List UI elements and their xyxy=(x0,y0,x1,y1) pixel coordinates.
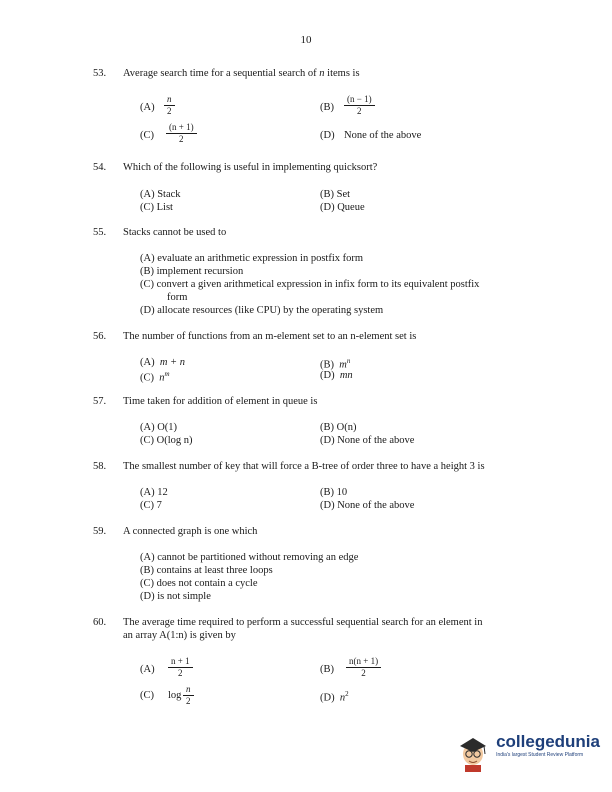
q57-option-a: (A) O(1) xyxy=(140,422,178,433)
q60-c-label: (C) xyxy=(140,690,154,701)
q54-option-d: (D) Queue xyxy=(320,202,365,213)
q56-option-a: (A) m + n xyxy=(140,357,185,368)
q56-option-c: (C) $n^m$ xyxy=(140,370,170,384)
q57-number: 57. xyxy=(93,396,107,407)
q58-text: The smallest number of key that will force a B-tree of order three to have a height 3 is xyxy=(123,461,485,472)
q53-d-label: (D) xyxy=(320,130,335,141)
q57-option-d: (D) None of the above xyxy=(320,435,415,446)
q59-option-d: (D) is not simple xyxy=(140,591,211,602)
q59-text: A connected graph is one which xyxy=(123,526,258,537)
q59-number: 59. xyxy=(93,526,107,537)
q60-text-line2: an array A(1:n) is given by xyxy=(123,630,236,641)
q53-a-label: (A) xyxy=(140,102,155,113)
q60-a-fraction: $\frac{n + 1}{2}$ xyxy=(168,656,193,679)
q54-number: 54. xyxy=(93,162,107,173)
q60-b-label: (B) xyxy=(320,664,334,675)
q53-b-label: (B) xyxy=(320,102,334,113)
q57-option-b: (B) O(n) xyxy=(320,422,357,433)
q55-text: Stacks cannot be used to xyxy=(123,227,227,238)
q58-option-b: (B) 10 xyxy=(320,487,348,498)
q53-number: 53. xyxy=(93,68,107,79)
q58-option-c: (C) 7 xyxy=(140,500,162,511)
q53-a-fraction: $\frac{n}{2}$ xyxy=(164,94,175,117)
q54-option-c: (C) List xyxy=(140,202,173,213)
q55-option-d: (D) allocate resources (like CPU) by the operating system xyxy=(140,305,384,316)
q55-number: 55. xyxy=(93,227,107,238)
q53-text: Average search time for a sequential search of n items is xyxy=(123,68,360,79)
q59-option-c: (C) does not contain a cycle xyxy=(140,578,258,589)
q54-option-b: (B) Set xyxy=(320,189,351,200)
logo-wordmark: collegedunia xyxy=(496,732,600,751)
page-number: 10 xyxy=(300,34,312,46)
q58-number: 58. xyxy=(93,461,107,472)
q59-option-a: (A) cannot be partitioned without removing an edge xyxy=(140,552,359,563)
q60-c-fraction: $\frac{n}{2}$ xyxy=(183,684,194,707)
q53-c-fraction: $\frac{(n + 1)}{2}$ xyxy=(166,122,197,145)
q56-text: The number of functions from an m-element set to an n-element set is xyxy=(123,331,417,342)
q55-option-b: (B) implement recursion xyxy=(140,266,244,277)
q53-c-label: (C) xyxy=(140,130,154,141)
q60-option-d: (D) $n^2$ xyxy=(320,690,349,704)
q57-option-c: (C) O(log n) xyxy=(140,435,193,446)
q60-number: 60. xyxy=(93,617,107,628)
q60-c-log: log xyxy=(168,690,182,701)
q56-option-b: (B) $m^n$ xyxy=(320,357,351,371)
q54-text: Which of the following is useful in implementing quicksort? xyxy=(123,162,378,173)
q60-text-line1: The average time required to perform a successful sequential search for an element in xyxy=(123,617,483,628)
q57-text: Time taken for addition of element in queue is xyxy=(123,396,318,407)
q58-option-d: (D) None of the above xyxy=(320,500,415,511)
q60-b-fraction: $\frac{n(n + 1)}{2}$ xyxy=(346,656,381,679)
student-mascot-icon xyxy=(456,732,490,772)
q56-option-d: (D) mn xyxy=(320,370,353,381)
q58-option-a: (A) 12 xyxy=(140,487,168,498)
q55-option-c: (C) convert a given arithmetical expression in infix form to its equivalent postfix xyxy=(140,279,480,290)
q54-option-a: (A) Stack xyxy=(140,189,181,200)
q55-option-a: (A) evaluate an arithmetic expression in postfix form xyxy=(140,253,364,264)
q60-a-label: (A) xyxy=(140,664,155,675)
q55-option-c-cont: form xyxy=(167,292,188,303)
q56-number: 56. xyxy=(93,331,107,342)
q59-option-b: (B) contains at least three loops xyxy=(140,565,273,576)
q53-d-text: None of the above xyxy=(344,130,422,141)
collegedunia-logo xyxy=(496,732,600,758)
q53-b-fraction: $\frac{(n - 1)}{2}$ xyxy=(344,94,375,117)
logo-tagline: India's largest Student Review Platform xyxy=(496,752,584,758)
